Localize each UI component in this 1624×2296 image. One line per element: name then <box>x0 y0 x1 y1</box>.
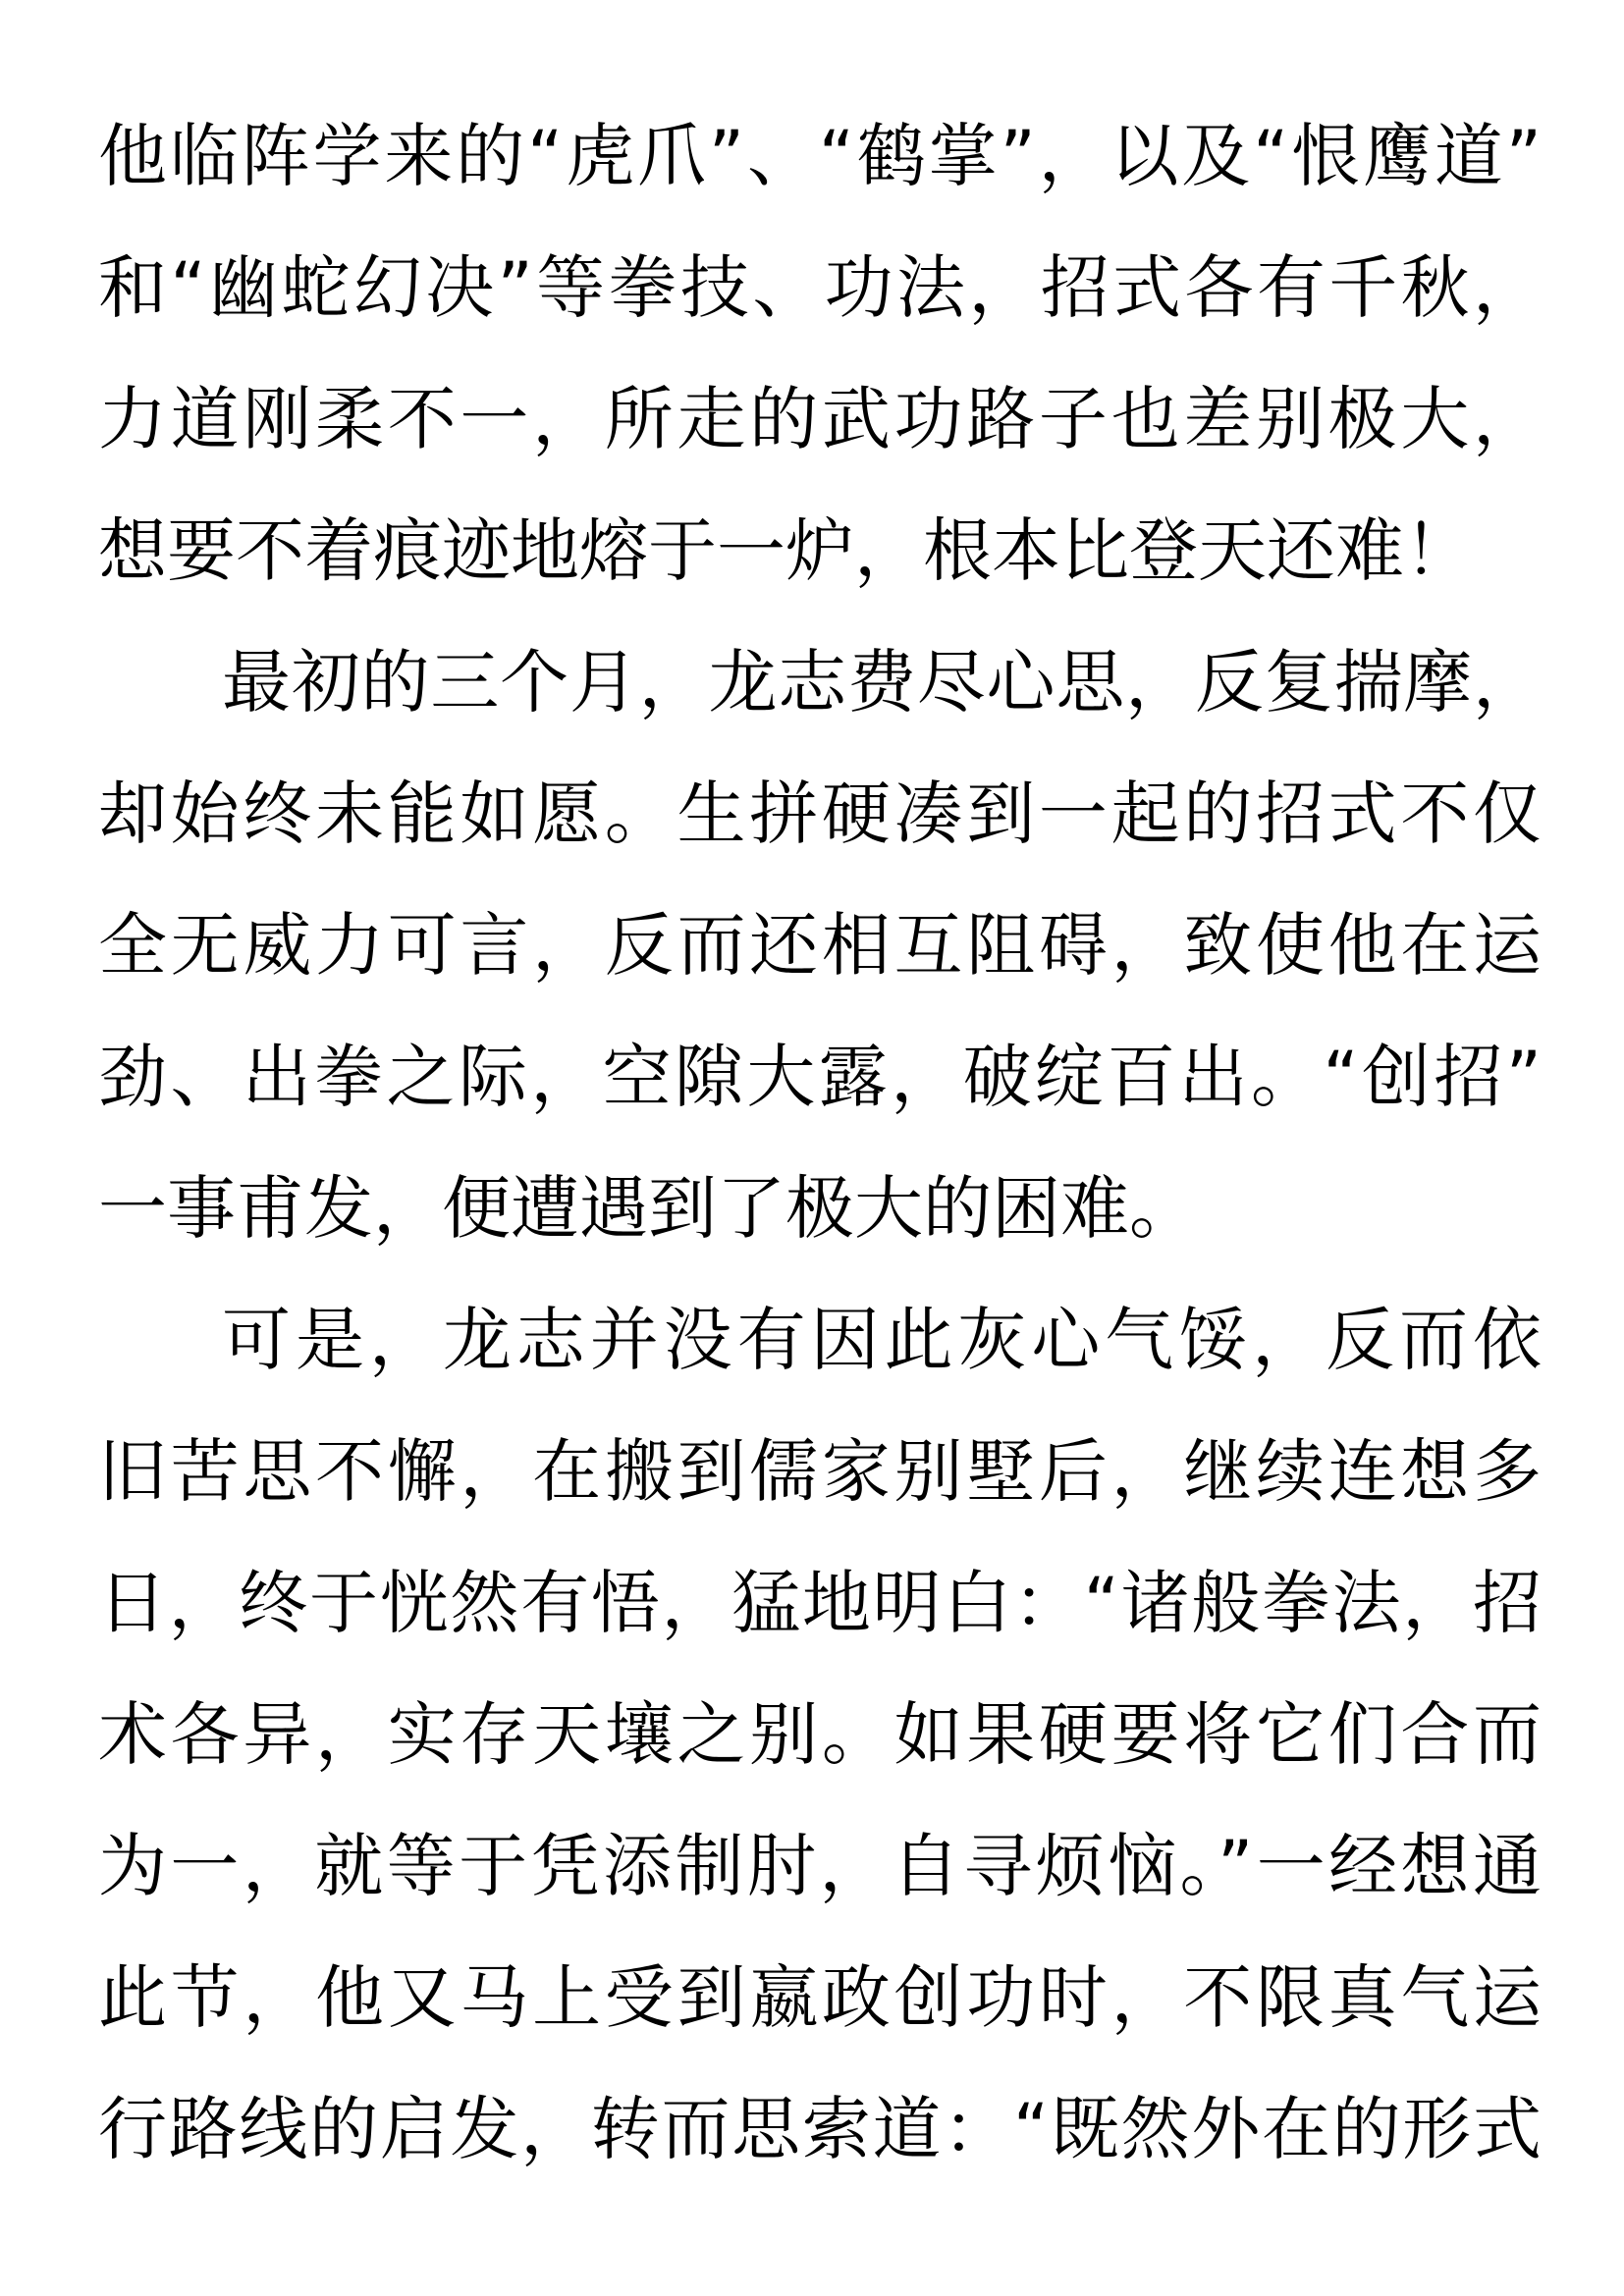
text-line: 劲、出拳之际，空隙大露，破绽百出。“创招” <box>98 1037 1542 1117</box>
text-line: 却始终未能如愿。生拼硬凑到一起的招式不仅 <box>98 774 1542 854</box>
text-line: 此节，他又马上受到嬴政创功时，不限真气运 <box>98 1957 1542 2038</box>
text-line: 旧苦思不懈，在搬到儒家别墅后，继续连想多 <box>98 1431 1542 1512</box>
text-line: 为一，就等于凭添制肘，自寻烦恼。”一经想通 <box>98 1826 1542 1906</box>
text-line: 日，终于恍然有悟，猛地明白：“诸般拳法，招 <box>98 1563 1542 1643</box>
text-line: 全无威力可言，反而还相互阻碍，致使他在运 <box>98 905 1542 986</box>
text-line: 行路线的启发，转而思索道：“既然外在的形式 <box>98 2089 1542 2169</box>
text-line: 一事甫发，便遭遇到了极大的困难。 <box>98 1168 1198 1249</box>
text-line: 和“幽蛇幻决”等拳技、功法，招式各有千秋， <box>98 247 1542 328</box>
text-line: 他临阵学来的“虎爪”、“鹤掌”，以及“恨鹰道” <box>98 116 1542 196</box>
text-line: 想要不着痕迹地熔于一炉，根本比登天还难！ <box>98 510 1473 591</box>
body-text <box>98 90 1542 2195</box>
text-line: 术各异，实存天壤之别。如果硬要将它们合而 <box>98 1694 1542 1775</box>
text-line: 力道刚柔不一，所走的武功路子也差别极大， <box>98 379 1542 459</box>
paragraph-first-line: 最初的三个月，龙志费尽心思，反复揣摩， <box>222 642 1542 722</box>
paragraph-first-line: 可是，龙志并没有因此灰心气馁，反而依 <box>222 1300 1542 1380</box>
